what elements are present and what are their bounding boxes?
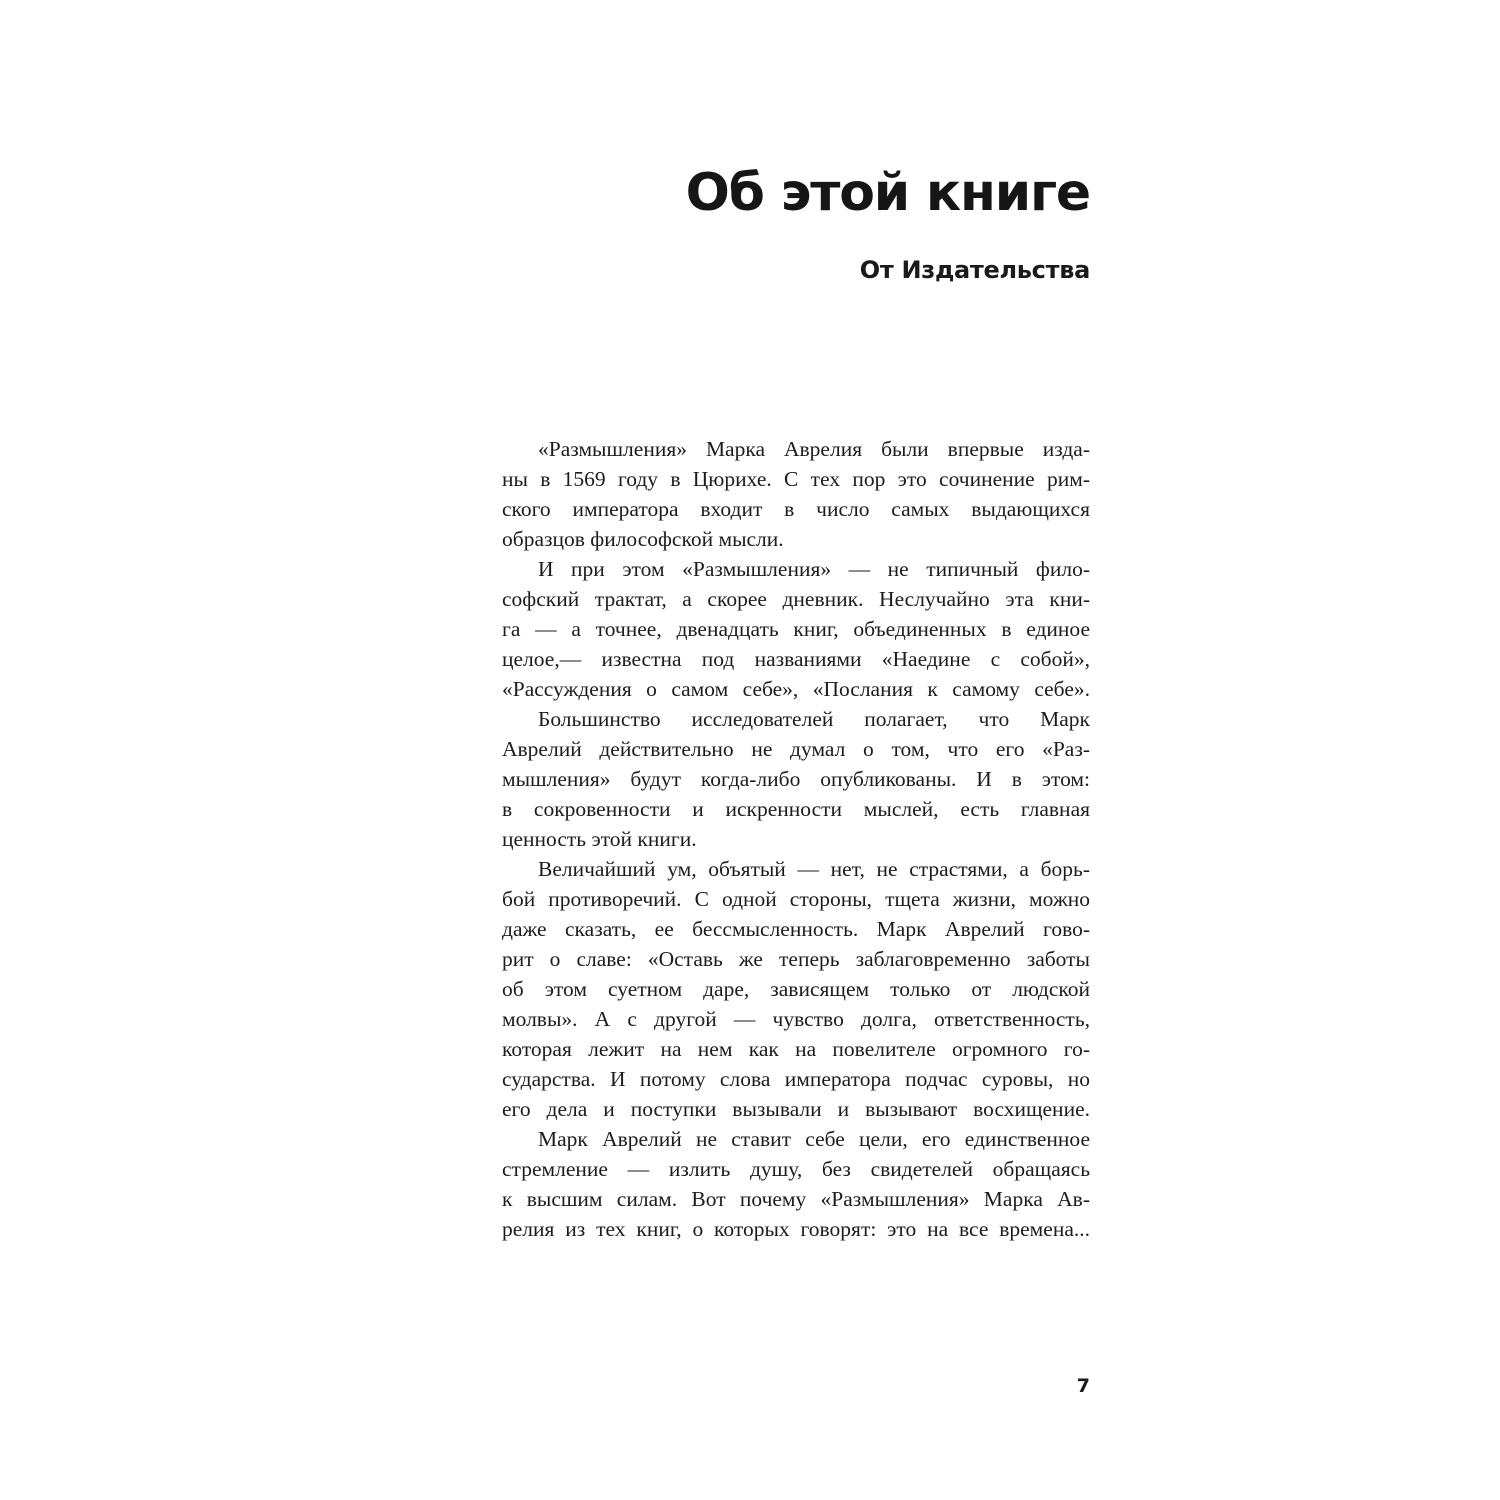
text-line: целое,— известна под названиями «Наедине с собой»,	[502, 647, 1090, 671]
text-line: «Рассуждения о самом себе», «Послания к самому себе».	[502, 677, 1090, 701]
text-line: его дела и поступки вызывали и вызывают восхищение.	[502, 1097, 1090, 1121]
text-line: Марк Аврелий не ставит себе цели, его единственное	[538, 1127, 1090, 1151]
text-line: в сокровенности и искренности мыслей, есть главная	[502, 797, 1090, 821]
paragraph	[502, 704, 1090, 854]
page-number: 7	[1076, 1375, 1090, 1397]
paragraph	[502, 1124, 1090, 1244]
chapter-subtitle: От Издательства	[859, 256, 1090, 284]
text-line: молвы». А с другой — чувство долга, ответственность,	[502, 1007, 1090, 1031]
text-line: мышления» будут когда-либо опубликованы. И в этом:	[502, 767, 1090, 791]
text-line: Большинство исследователей полагает, что Марк	[538, 707, 1090, 731]
text-line: га — а точнее, двенадцать книг, объединенных в единое	[502, 617, 1090, 641]
text-line: ценность этой книги.	[502, 827, 697, 851]
text-line: бой противоречий. С одной стороны, тщета жизни, можно	[502, 887, 1090, 911]
text-line: об этом суетном даре, зависящем только от людской	[502, 977, 1090, 1001]
paragraph	[502, 554, 1090, 704]
text-line: И при этом «Размышления» — не типичный фило-	[538, 557, 1090, 581]
text-line: которая лежит на нем как на повелителе огромного го-	[502, 1037, 1090, 1061]
text-line: к высшим силам. Вот почему «Размышления» Марка Ав-	[502, 1187, 1090, 1211]
chapter-title: Об этой книге	[685, 163, 1090, 223]
chapter-heading	[502, 150, 1090, 290]
text-line: рит о славе: «Оставь же теперь заблаговременно заботы	[502, 947, 1090, 971]
text-line: софский трактат, а скорее дневник. Неслучайно эта кни-	[502, 587, 1090, 611]
text-line: ского императора входит в число самых выдающихся	[502, 497, 1090, 521]
text-line: Аврелий действительно не думал о том, что его «Раз-	[502, 737, 1090, 761]
text-line: «Размышления» Марка Аврелия были впервые изда-	[538, 437, 1090, 461]
text-line: ны в 1569 году в Цюрихе. С тех пор это сочинение рим-	[502, 467, 1090, 491]
text-line: релия из тех книг, о которых говорят: это на все времена...	[502, 1217, 1090, 1241]
text-line: Величайший ум, объятый — нет, не страстями, а борь-	[538, 857, 1090, 881]
paragraph	[502, 854, 1090, 1124]
paragraph	[502, 434, 1090, 554]
text-line: сударства. И потому слова императора подчас суровы, но	[502, 1067, 1090, 1091]
text-line: стремление — излить душу, без свидетелей обращаясь	[502, 1157, 1090, 1181]
body-text	[502, 434, 1090, 1244]
text-line: образцов философской мысли.	[502, 527, 784, 551]
text-line: даже сказать, ее бессмысленность. Марк Аврелий гово-	[502, 917, 1090, 941]
